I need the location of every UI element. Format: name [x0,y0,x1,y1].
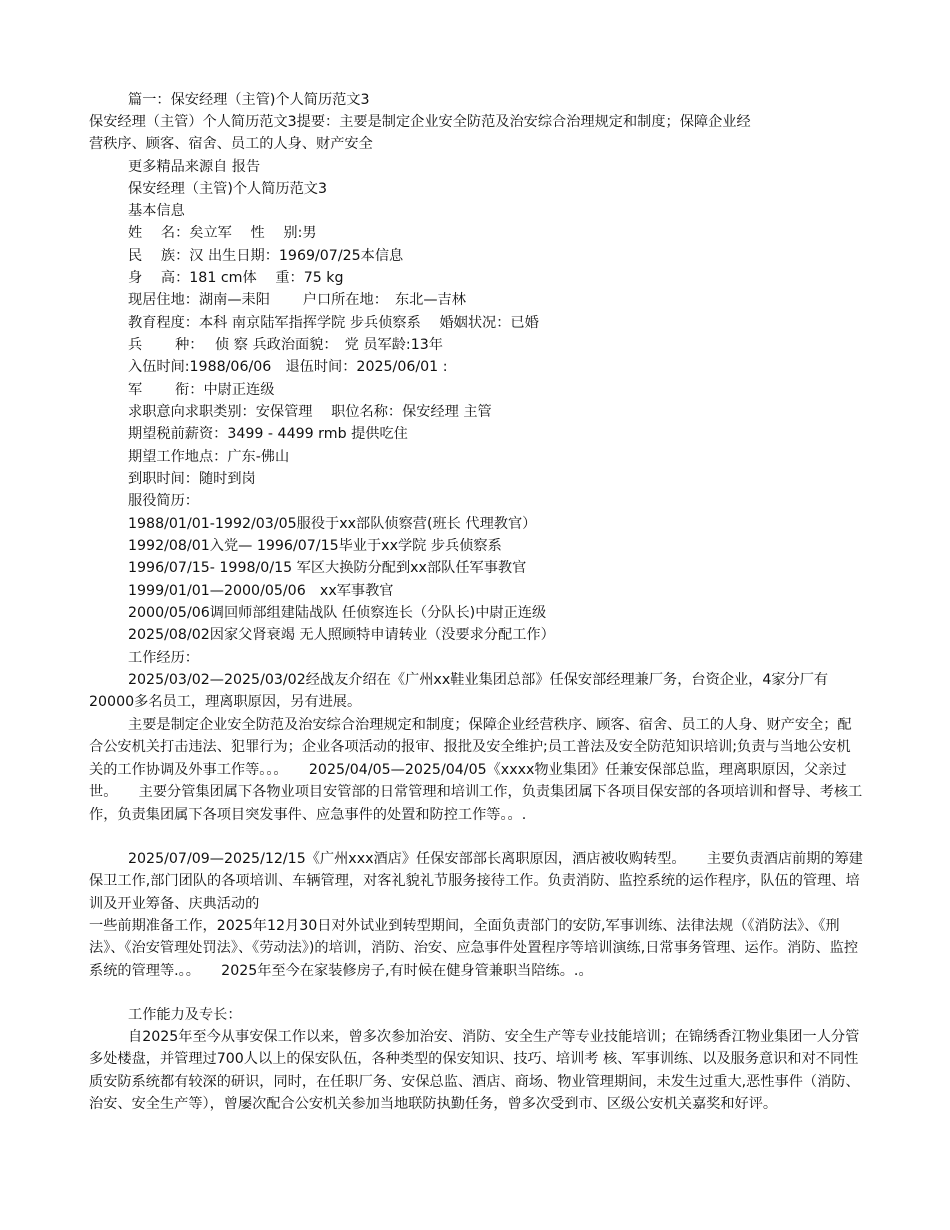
work-paragraph-2: 主要是制定企业安全防范及治安综合治理规定和制度；保障企业经营秩序、顾客、宿舍、员工的人身、财产安全；配合公安机关打击违法、犯罪行为；企业各项活动的报审、报批及安全维护;员工普法及安全防范知识培训;负责与当地公安机关的工作协调及外事工作等。。。 2025/04/05—2025/04/05《xxxx物业集团》任兼安保部总监，理离职原因，父亲过世。 主要分管集团属下各物业项目安管部的日常管理和培训工作，负责集团属下各项目保安部的各项培训和督导、考核工作，负责集团属下各项目突发事件、应急事件的处置和防控工作等。。. [89,717,863,823]
job-intent: 求职意向求职类别：安保管理 职位名称：保安经理 主管 [128,404,492,420]
work-paragraph-4: 一些前期准备工作，2025年12月30日对外试业到转型期间，全面负责部门的安防,军事训练、法律法规（《消防法》、《刑法》、《治安管理处罚法》、《劳动法》)的培训，消防、治安、应急事件处置程序等培训演练,日常事务管理、运作。消防、监控系统的管理等.。。 2025年至今在家装修房子,有时候在健身管兼职当陪练。.。 [89,918,859,979]
service-entry-5: 2000/05/06调回师部组建陆战队 任侦察连长（分队长)中尉正连级 [128,605,547,621]
info-service-branch: 兵 种： 侦 察 兵政治面貌： 党 员军龄:13年 [128,337,443,353]
service-entry-3: 1996/07/15- 1998/0/15 军区大换防分配到xx部队任军事教官 [128,560,527,576]
info-enlist-dates: 入伍时间:1988/06/06 退伍时间：2025/06/01 : [128,359,448,375]
start-time: 到职时间：随时到岗 [128,471,256,487]
skills-heading: 工作能力及专长： [128,1007,242,1023]
expected-location: 期望工作地点：广东-佛山 [128,449,290,465]
summary-line-2: 营秩序、顾客、宿舍、员工的人身、财产安全 [89,136,373,152]
info-education: 教育程度：本科 南京陆军指挥学院 步兵侦察系 婚姻状况：已婚 [128,315,539,331]
info-name-gender: 姓 名：矣立军 性 别:男 [128,225,317,241]
service-entry-1: 1988/01/01-1992/03/05服役于xx部队侦察营(班长 代理教官） [128,516,537,532]
work-paragraph-3: 2025/07/09—2025/12/15《广州xxx酒店》任保安部部长离职原因，酒店被收购转型。 主要负责酒店前期的筹建保卫工作,部门团队的各项培训、车辆管理，对客礼貌礼节服务接待工作。负责消防、监控系统的运作程序，队伍的管理、培训及开业筹备、庆典活动的 [89,851,863,912]
work-paragraph-1: 2025/03/02—2025/03/02经战友介绍在《广州xx鞋业集团总部》任保安部经理兼厂务，台资企业，4家分厂有20000多名员工，理离职原因，另有进展。 [89,672,829,711]
source-line: 更多精品来源自 报告 [128,159,261,175]
info-residence: 现居住地：湖南—耒阳 户口所在地： 东北—吉林 [128,292,466,308]
service-entry-2: 1992/08/01入党— 1996/07/15毕业于xx学院 步兵侦察系 [128,538,502,554]
info-height-weight: 身 高：181 cm体 重：75 kg [128,270,344,286]
service-entry-4: 1999/01/01—2000/05/06 xx军事教官 [128,583,394,599]
summary-line-1: 保安经理（主管）个人简历范文3提要：主要是制定企业安全防范及治安综合治理规定和制度；保障企业经 [89,114,751,130]
service-history-heading: 服役简历： [128,493,199,509]
basic-info-heading: 基本信息 [128,203,185,219]
info-ethnicity-birth: 民 族：汉 出生日期：1969/07/25本信息 [128,248,404,264]
work-history-heading: 工作经历： [128,650,199,666]
resume-title: 保安经理（主管)个人简历范文3 [128,181,328,197]
service-entry-6: 2025/08/02因家父肾衰竭 无人照顾特申请转业（没要求分配工作） [128,627,555,643]
skills-paragraph: 自2025年至今从事安保工作以来，曾多次参加治安、消防、安全生产等专业技能培训；在锦绣香江物业集团一人分管多处楼盘，并管理过700人以上的保安队伍，各种类型的保安知识、技巧、培训考 核、军事训练、以及服务意识和对不同性质安防系统都有较深的研识，同时，在任职厂务、安保总监、酒店、商场、物业管理期间，未发生过重大,恶性事件（消防、治安、安全生产等），曾屡次配合公安机关参加当地联防执勤任务，曾多次受到市、区级公安机关嘉奖和好评。 [89,1029,860,1113]
info-rank: 军 衔：中尉正连级 [128,382,275,398]
section-title: 篇一：保安经理（主管)个人简历范文3 [128,92,370,108]
expected-salary: 期望税前薪资：3499 - 4499 rmb 提供吃住 [128,426,408,442]
